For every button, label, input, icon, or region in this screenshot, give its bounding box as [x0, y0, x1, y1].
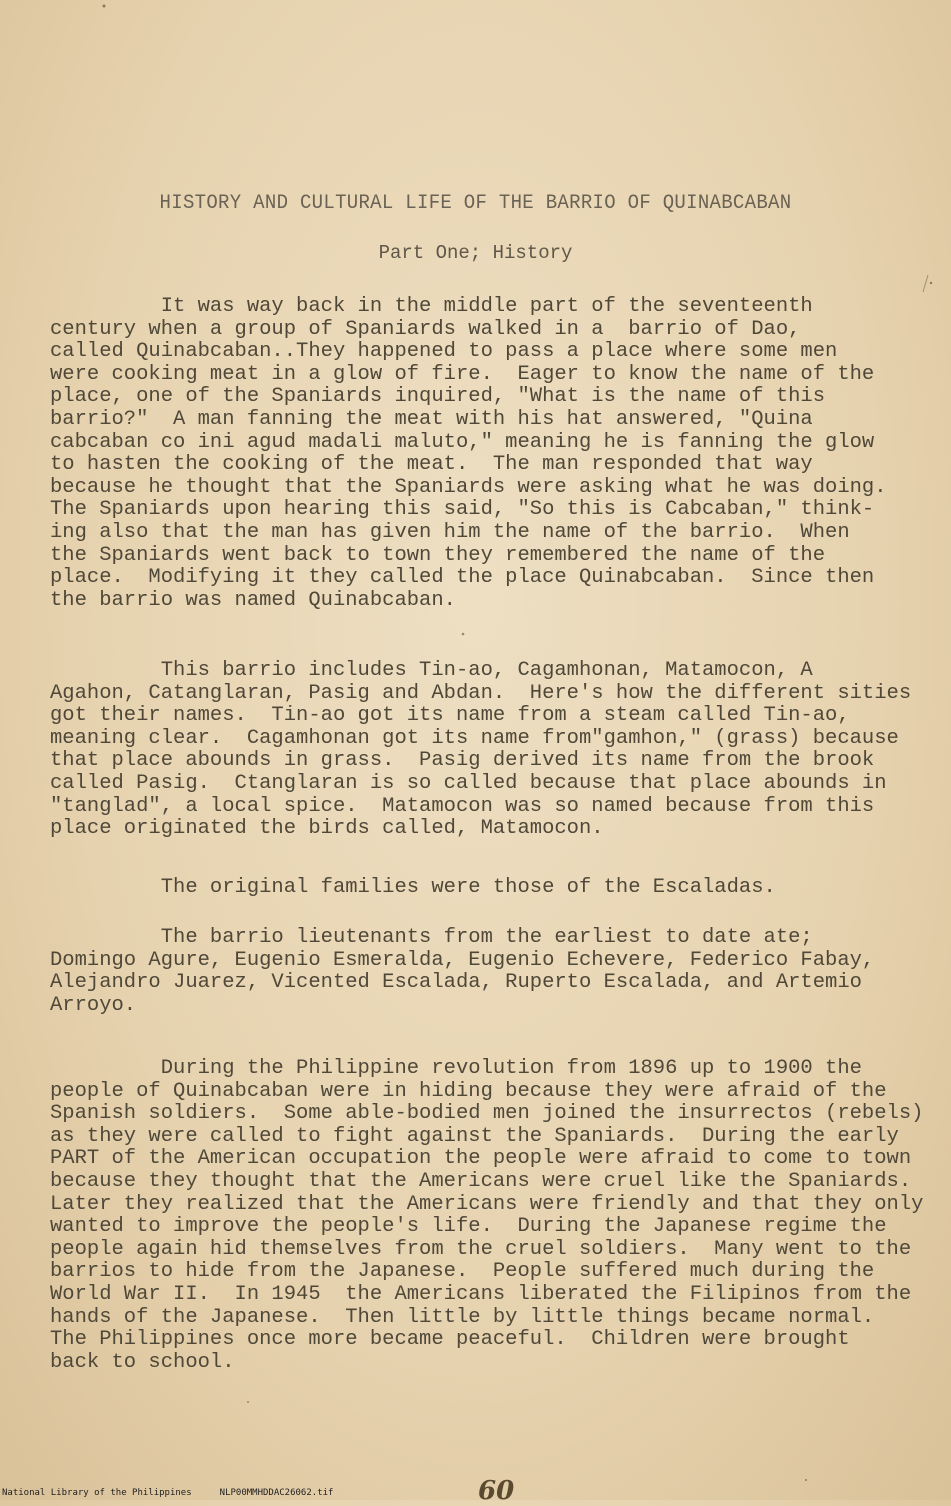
paragraph-original-families: The original families were those of the Escaladas.: [50, 876, 776, 899]
scan-footer: [2, 1488, 333, 1498]
handwritten-page-number: 60: [478, 1476, 515, 1506]
paragraph-barrio-lieutenants: The barrio lieutenants from the earliest to date ate; Domingo Agure, Eugenio Esmeralda, Eugenio Echevere, Federico Fabay, Alejandro Juarez, Vicented Escalada, Ruperto Escalada, and Artemio Arroyo.: [50, 926, 875, 1017]
document-subtitle: Part One; History: [378, 242, 573, 264]
document-title: HISTORY AND CULTURAL LIFE OF THE BARRIO OF QUINABCABAN: [159, 191, 792, 215]
footer-library-name: National Library of the Philippines: [2, 1488, 192, 1498]
footer-file-id: NLP00MMHDDAC26062.tif: [219, 1488, 334, 1498]
paragraph-origin-of-name: It was way back in the middle part of the seventeenth century when a group of Spaniards walked in a barrio of Dao, called Quinabcaban..They happened to pass a place where some men were cooking meat in a glow of fire. Eager to know the name of the place, one of the Spaniards inquired, "What is the name of this barrio?" A man fanning the meat with his hat answered, "Quina cabcaban co ini agud madali maluto," meaning he is fanning the glow to hasten the cooking of the meat. The man responded that way because he thought that the Spaniards were asking what he was doing. The Spaniards upon hearing this said, "So this is Cabcaban," think- ing also that the man has given him the name of the barrio. When the Spaniards went back to town they remembered the name of the place. Modifying it they called the place Quinabcaban. Since then the barrio was named Quinabcaban.: [50, 295, 887, 612]
paragraph-revolution-and-wars: During the Philippine revolution from 1896 up to 1900 the people of Quinabcaban were in hiding because they were afraid of the Spanish soldiers. Some able-bodied men joined the insurrectos (rebels) as they were called to fight against the Spaniards. During the early PART of the American occupation the people were afraid to come to town because they thought that the Americans were cruel like the Spaniards. Later they realized that the Americans were friendly and that they only wanted to improve the people's life. During the Japanese regime the people again hid themselves from the cruel soldiers. Many went to the barrios to hide from the Japanese. People suffered much during the World War II. In 1945 the Americans liberated the Filipinos from the hands of the Japanese. Then little by little things became normal. The Philippines once more became peaceful. Children were brought back to school.: [50, 1057, 924, 1374]
paragraph-sitios: This barrio includes Tin-ao, Cagamhonan, Matamocon, A Agahon, Catanglaran, Pasig and Abdan. Here's how the different sities got their names. Tin-ao got its name from a steam called Tin-ao, meaning clear. Cagamhonan got its name from"gamhon," (grass) because that place abounds in grass. Pasig derived its name from the brook called Pasig. Ctanglaran is so called because that place abounds in "tanglad", a local spice. Matamocon was so named because from this place originated the birds called, Matamocon.: [50, 659, 912, 841]
